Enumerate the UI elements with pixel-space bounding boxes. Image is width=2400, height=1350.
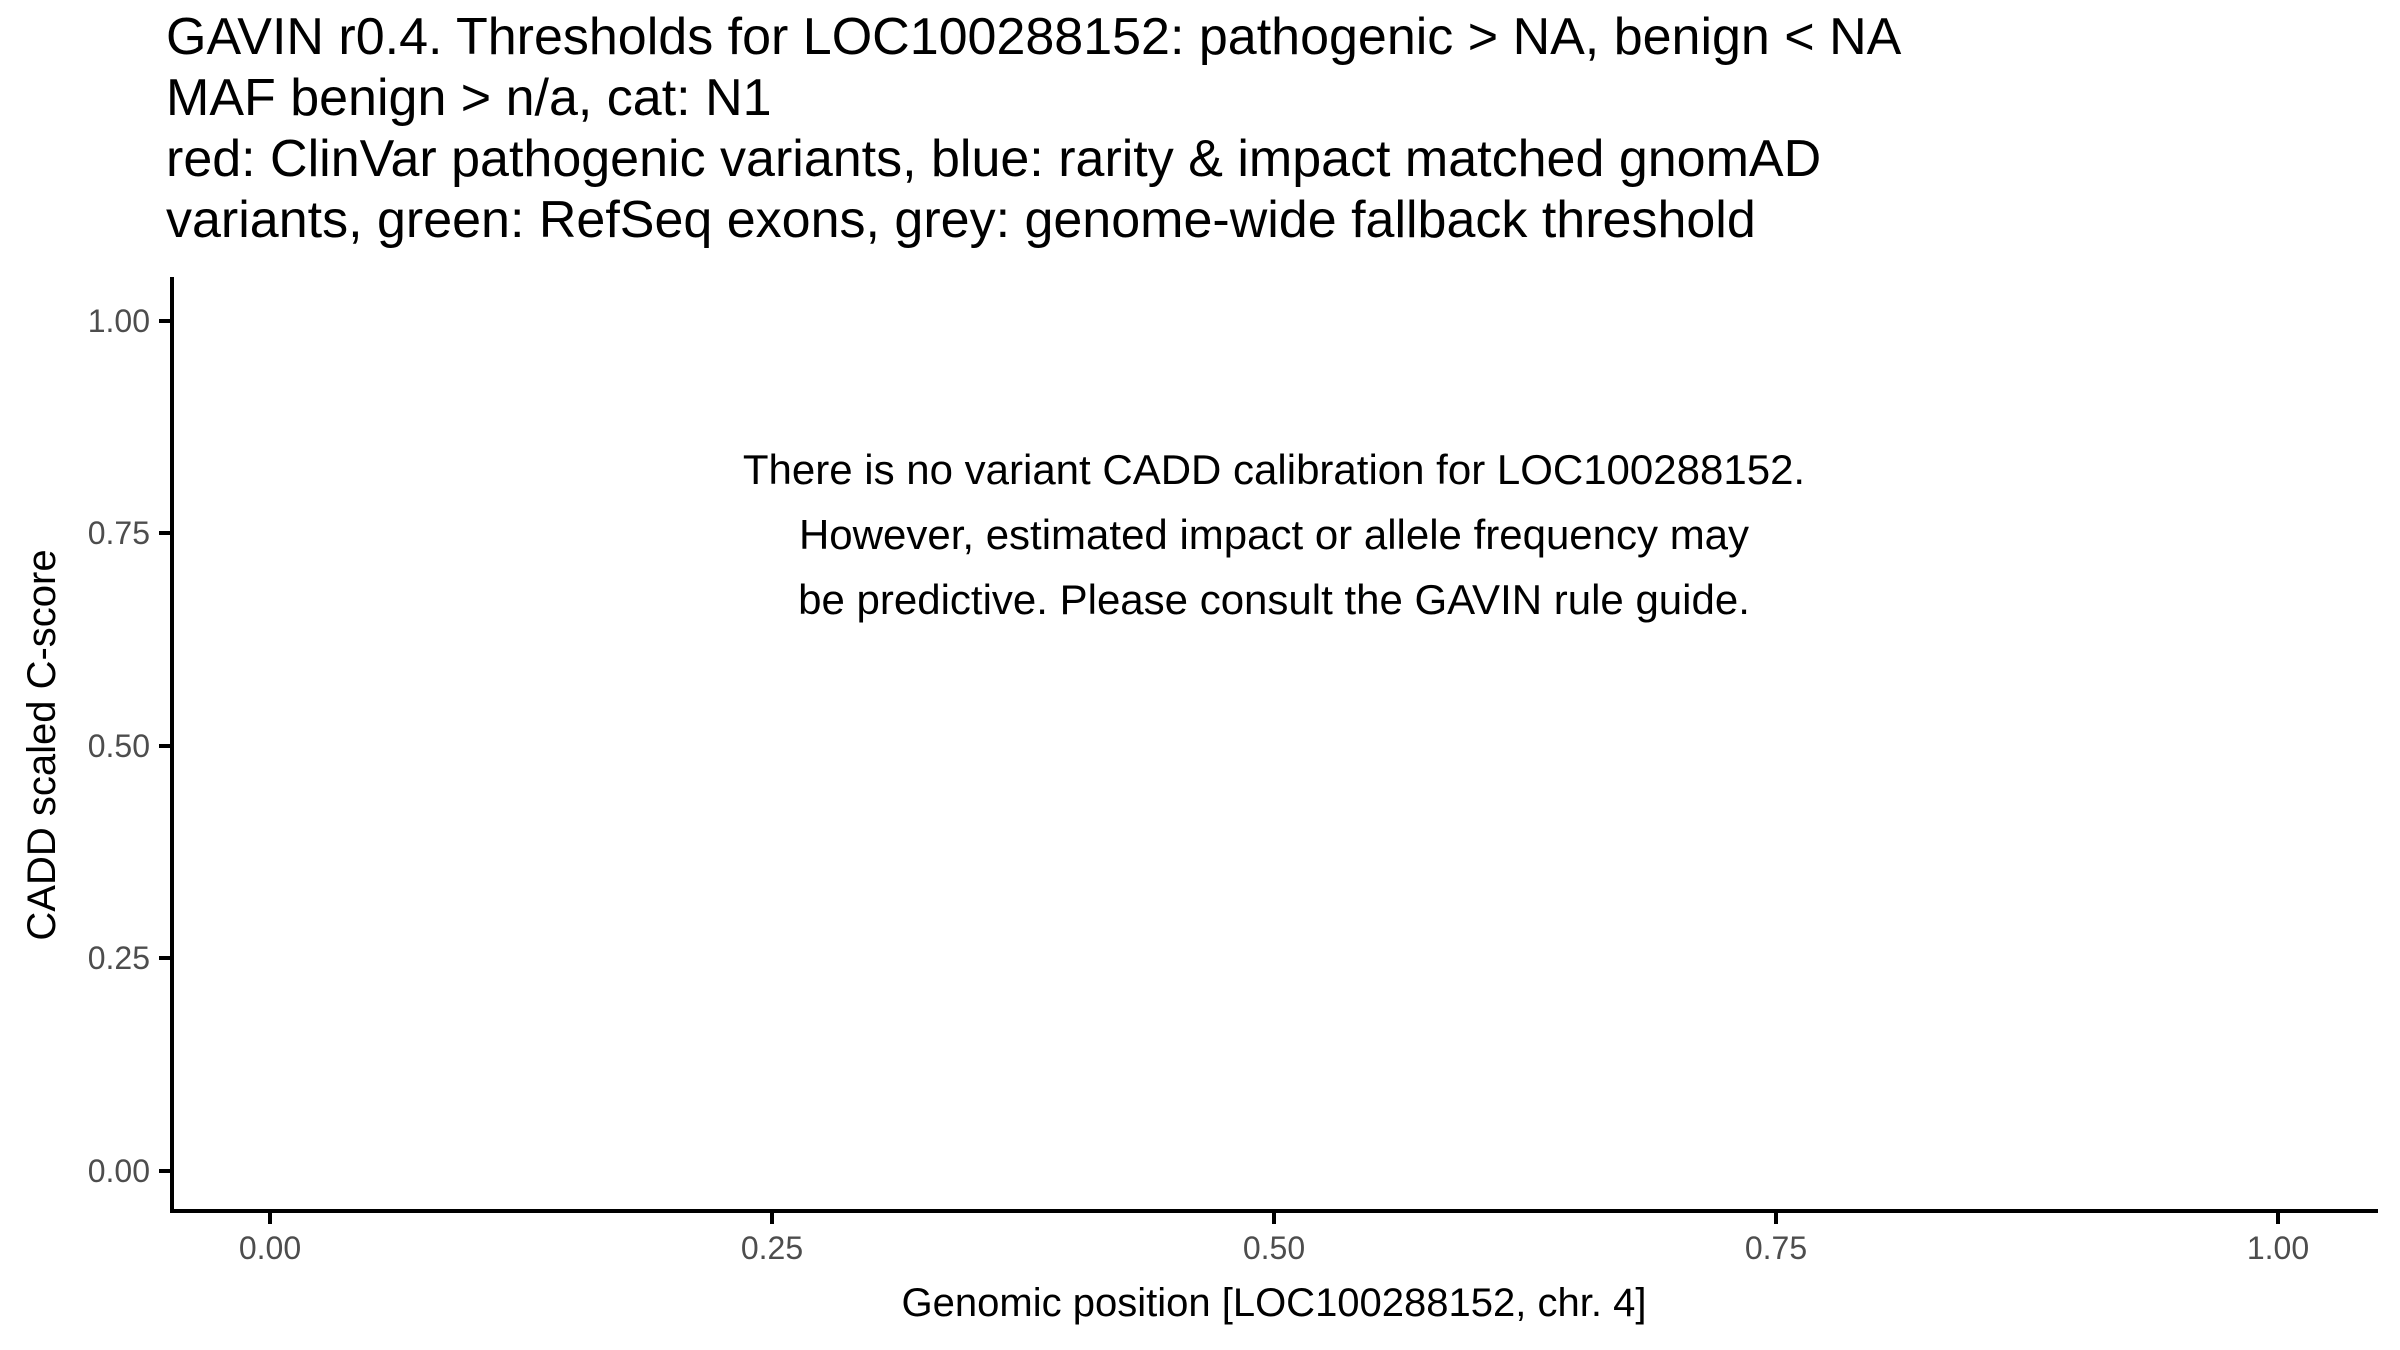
y-axis-tick-label: 0.75 bbox=[87, 515, 150, 551]
y-axis-tick-label: 0.25 bbox=[87, 940, 150, 976]
y-axis-tick-label: 0.00 bbox=[87, 1153, 150, 1189]
y-axis-tick bbox=[159, 744, 170, 748]
x-axis-title: Genomic position [LOC100288152, chr. 4] bbox=[901, 1281, 1647, 1325]
y-axis-tick bbox=[159, 531, 170, 535]
x-axis-tick-label: 1.00 bbox=[2246, 1230, 2310, 1266]
x-axis-tick bbox=[1774, 1213, 1778, 1224]
annotation-line-3: be predictive. Please consult the GAVIN rule guide. bbox=[798, 576, 1750, 623]
plot-title-line-4: variants, green: RefSeq exons, grey: genome-wide fallback threshold bbox=[166, 191, 1756, 249]
annotation-line-1: There is no variant CADD calibration for LOC100288152. bbox=[742, 446, 1806, 493]
y-axis-tick-label: 1.00 bbox=[87, 303, 150, 339]
x-axis-tick bbox=[1272, 1213, 1276, 1224]
y-axis-tick bbox=[159, 1169, 170, 1173]
x-axis-tick bbox=[2276, 1213, 2280, 1224]
x-axis-tick-label: 0.25 bbox=[740, 1230, 804, 1266]
y-axis-tick bbox=[159, 319, 170, 323]
x-axis-tick-label: 0.75 bbox=[1744, 1230, 1808, 1266]
plot-title-line-2: MAF benign > n/a, cat: N1 bbox=[166, 69, 772, 127]
plot-panel bbox=[170, 277, 2378, 1213]
y-axis-tick-label: 0.50 bbox=[87, 728, 150, 764]
x-axis-tick-label: 0.50 bbox=[1242, 1230, 1306, 1266]
x-axis-tick-label: 0.00 bbox=[238, 1230, 302, 1266]
annotation-text bbox=[170, 437, 2378, 632]
plot-title-line-3: red: ClinVar pathogenic variants, blue: rarity & impact matched gnomAD bbox=[166, 130, 1822, 188]
x-axis-tick bbox=[770, 1213, 774, 1224]
annotation-line-2: However, estimated impact or allele frequency may bbox=[798, 511, 1750, 558]
y-axis-title: CADD scaled C-score bbox=[20, 549, 64, 941]
x-axis-tick bbox=[268, 1213, 272, 1224]
plot-title-line-1: GAVIN r0.4. Thresholds for LOC100288152: pathogenic > NA, benign < NA bbox=[166, 8, 1902, 66]
y-axis-tick bbox=[159, 956, 170, 960]
plot-title bbox=[166, 7, 1901, 251]
